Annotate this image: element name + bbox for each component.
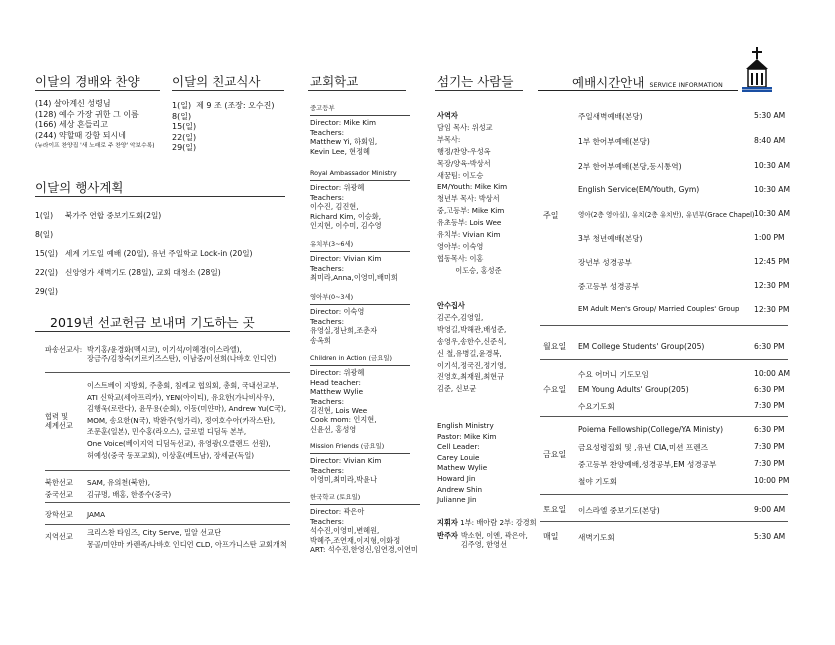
school-lines: Director: 이숙영 Teachers: 유영실,정난희,조춘자 송옥희 [310, 307, 378, 345]
school-heading: 한국학교 (토요일) [310, 493, 361, 501]
service-time: 10:30 AM [754, 185, 791, 194]
service-name: 금요성령집회 및 ,유년 CIA,미션 프렌즈 [578, 443, 708, 452]
school-lines: Director: Vivian Kim Teachers: 최미라,Anna,이영미,배미희 [310, 254, 398, 283]
event-item: 15(일) 세계 기도일 예배 (20일), 유년 주일학교 Lock-in (20일) [35, 249, 253, 258]
service-time: 5:30 AM [754, 111, 786, 120]
service-time: 6:30 PM [754, 342, 785, 351]
service-name: 이스라엘 중보기도(본당) [578, 506, 660, 515]
servants-accompanist: 반주자 박소현, 이엔, 곽은아, 김주영, 한영선 [437, 531, 528, 550]
service-name: 중고등부 찬양예배,성경공부,EM 성경공부 [578, 460, 717, 469]
school-rule [308, 90, 406, 91]
servants-deacons: 안수집사 김곤수,김영일, 박영길,박해관,배성준, 송영우,송한수,신준식, 신 철,유병길,윤경복, 이기석,정국진,정기영, 진영호,최재원,최현규 김준, 신보균 [437, 301, 507, 394]
service-name: 영아(2층 영아실), 유치(2층 유치반), 유년부(Grace Chapel) [578, 211, 755, 219]
hymns-note: (뉴라이프 찬양집 '새 노래로 주 찬양' 악보수록) [35, 143, 155, 150]
service-name: 수요 어머니 기도모임 [578, 370, 649, 379]
mission-lines-dispatch: 박기홍/윤경화(멕시코), 이기석/이혜경(이스라엘), 장금주/김창숙(키르키즈스탄), 이남중/이선희(나바호 인디언) [87, 345, 277, 364]
service-name: 장년부 성경공부 [578, 258, 632, 267]
event-item: 29(일) [35, 287, 58, 296]
missions-rule [35, 331, 290, 332]
service-name: 새벽기도회 [578, 533, 615, 542]
service-name: 철야 기도회 [578, 477, 618, 486]
service-name: English Service(EM/Youth, Gym) [578, 185, 700, 194]
servants-conductor: 지휘자 1부: 배아람 2부: 강경희 [437, 518, 537, 527]
school-lines: Director: 곽은아 Teachers: 석수진,이영미,변혜원, 박혜주,조연재,이지형,이화정 ART: 석수진,한영신,임연경,이연미 [310, 507, 418, 555]
service-subtitle: SERVICE INFORMATION [649, 82, 723, 89]
service-name: 중고등부 성경공부 [578, 282, 640, 291]
fellowship-item: 15(일) [172, 122, 197, 132]
fellowship-title: 이달의 친교식사 [172, 74, 261, 89]
service-name: 수요기도회 [578, 402, 615, 411]
servants-ministers: 사역자 담임 목사: 위성교 부목사: 행정/찬양-우성옥 목장/양육-박상서 새꿈팀: 이도승 EM/Youth: Mike Kim 청년부 목사: 박상서 중,고등부: Mike Kim 유초등부: Lois Wee 유치부: Vivian Kim 영아부: 이숙영 협동목사: 이홍 이도승, 홍성준 [437, 111, 508, 275]
school-blocks [310, 293, 410, 345]
events-rule [35, 196, 285, 197]
day-friday: 금요일 [543, 450, 567, 459]
service-time: 8:40 AM [754, 136, 786, 145]
school-heading: Children in Action (금요일) [310, 354, 393, 362]
hymns-list [35, 99, 155, 152]
service-time: 12:30 PM [754, 305, 790, 314]
hymn-item: (128) 예수 가장 귀한 그 이름 [35, 109, 139, 119]
events-title: 이달의 행사계획 [35, 180, 124, 195]
fellowship-item: 22(일) [172, 132, 197, 142]
service-separator [540, 416, 788, 417]
service-time: 7:30 PM [754, 459, 785, 468]
school-blocks [310, 240, 410, 283]
service-time: 6:30 PM [754, 385, 785, 394]
fellowship-item: 8(일) [172, 111, 192, 121]
service-name: EM Adult Men's Group/ Married Couples' Group [578, 305, 740, 313]
service-name: 3부 청년예배(본당) [578, 234, 643, 243]
service-time: 10:30 AM [754, 161, 791, 170]
school-heading: Royal Ambassador Ministry [310, 169, 397, 177]
school-lines: Director: Vivian Kim Teachers: 이영미,최미라,박윤나 [310, 456, 382, 485]
mission-separator [45, 372, 290, 373]
service-name: 2부 한어부예배(본당,동시통역) [578, 162, 682, 171]
school-lines: Director: 위광혜 Head teacher: Matthew Wylie Teachers: 김진현, Lois Wee Cook mom: 인지현, 신윤선, 홍성영 [310, 368, 377, 434]
mission-label-local: 지역선교 [45, 532, 73, 541]
hymn-item: (244) 약할때 강함 되시네 [35, 130, 126, 140]
fellowship-list [172, 101, 274, 154]
missions-title: 2019년 선교헌금 보내며 기도하는 곳 [50, 315, 255, 330]
service-time: 12:30 PM [754, 281, 790, 290]
school-heading: 유치부(3~6세) [310, 240, 354, 248]
mission-lines-scholar: JAMA [87, 510, 106, 519]
service-name: EM College Students' Group(205) [578, 342, 705, 351]
service-separator [540, 359, 788, 360]
service-time: 5:30 AM [754, 532, 786, 541]
service-time: 7:30 PM [754, 442, 785, 451]
service-header [572, 72, 723, 91]
event-item: 8(일) [35, 230, 54, 239]
service-time: 12:45 PM [754, 257, 790, 266]
fellowship-item: 29(일) [172, 143, 197, 153]
school-blocks [310, 104, 410, 156]
school-heading: 영아부(0~3세) [310, 293, 354, 301]
mission-label-dispatch: 파송선교사: [45, 345, 83, 354]
service-time: 10:00 PM [754, 476, 790, 485]
day-daily: 매일 [543, 532, 559, 541]
service-name: 주일새벽예배(본당) [578, 112, 643, 121]
event-item: 1(일) 북가주 연합 중보기도회(2일) [35, 211, 162, 220]
service-name: 1부 한어부예배(본당) [578, 137, 650, 146]
mission-label-world: 협력 및 세계선교 [45, 412, 73, 431]
service-time: 9:00 AM [754, 505, 786, 514]
service-separator [540, 521, 788, 522]
mission-separator [45, 470, 290, 471]
service-time: 6:30 PM [754, 425, 785, 434]
servants-rule [435, 90, 523, 91]
servants-title: 섬기는 사람들 [437, 74, 514, 89]
school-blocks [310, 354, 410, 434]
mission-label-nk: 북한선교 중국선교 [45, 478, 73, 499]
servants-em: English Ministry Pastor: Mike Kim Cell Leader: Carey Louie Mathew Wylie Howard Jin Andrew Shin Julianne Jin [437, 421, 497, 505]
day-sunday: 주일 [543, 211, 559, 220]
school-blocks [310, 442, 410, 485]
mission-lines-world: 이스트베이 지방회, 주총회, 침례교 협의회, 총회, 국내선교부, ATI 신학교(세아프리카), YEN(아이티), 유요한(가나비사우), 김행욱(로란다), 윤무용(순회), 이동(미얀마), Andrew Yu(C국), MOM, 송요한(N국), 박완주(헝가리), 정여호수아(카작스탄), 조문훈(일본), 민수홍(라오스), 글로벌 디딤독 본부, One Voice(베이지역 디딤독선교), 유영광(오클랜드 선원), 허예성(중국 동포교회), 이상훈(베트남), 장세균(독일) [87, 381, 287, 460]
mission-label-scholar: 장학선교 [45, 510, 73, 519]
school-heading: 중고등부 [310, 104, 335, 112]
fellowship-item: 1(일) 제 9 조 (조장: 오수진) [172, 101, 275, 110]
service-time: 10:00 AM [754, 369, 791, 378]
service-time: 7:30 PM [754, 401, 785, 410]
school-lines: Director: 위광혜 Teachers: 이수진, 김진현, Richard Kim, 이승화, 인지현, 이수미, 김수영 [310, 183, 382, 231]
fellowship-rule [172, 90, 284, 91]
school-heading: Mission Friends (금요일) [310, 442, 385, 450]
events-list [35, 206, 253, 301]
hymns-rule [35, 90, 160, 91]
service-time: 10:30 AM [754, 209, 791, 218]
mission-lines-local: 크리스찬 타임즈, City Serve, 밀알 선교단 몽골/미얀마 카렌족/나바호 인디언 CLD, 아프가니스탄 교회개척 [87, 528, 287, 549]
hymn-item: (166) 세상 흔들리고 [35, 120, 108, 130]
day-wednesday: 수요일 [543, 385, 567, 394]
service-separator [540, 494, 788, 495]
service-time: 1:00 PM [754, 233, 785, 242]
event-item: 22(일) 신앙영가 새벽기도 (28일), 교회 대청소 (28일) [35, 268, 221, 277]
service-separator [540, 325, 788, 326]
hymn-item: (14) 살아계신 성령님 [35, 99, 111, 108]
school-title: 교회학교 [310, 74, 359, 89]
church-icon [742, 47, 772, 93]
hymns-title: 이달의 경배와 찬양 [35, 74, 140, 89]
mission-lines-nk: SAM, 유의천(북한), 김규명, 배홍, 한종수(중국) [87, 478, 172, 499]
day-saturday: 토요일 [543, 505, 567, 514]
mission-separator [45, 502, 290, 503]
service-name: Poiema Fellowship(College/YA Ministy) [578, 425, 724, 434]
day-monday: 월요일 [543, 342, 567, 351]
school-lines: Director: Mike Kim Teachers: Matthew Yi, 하회임, Kevin Lee, 현정혜 [310, 118, 378, 156]
mission-separator [45, 524, 290, 525]
school-blocks [310, 493, 420, 554]
school-blocks [310, 169, 410, 230]
service-title: 예배시간안내 [572, 75, 645, 90]
service-rule [538, 90, 738, 91]
service-name: EM Young Adults' Group(205) [578, 385, 689, 394]
